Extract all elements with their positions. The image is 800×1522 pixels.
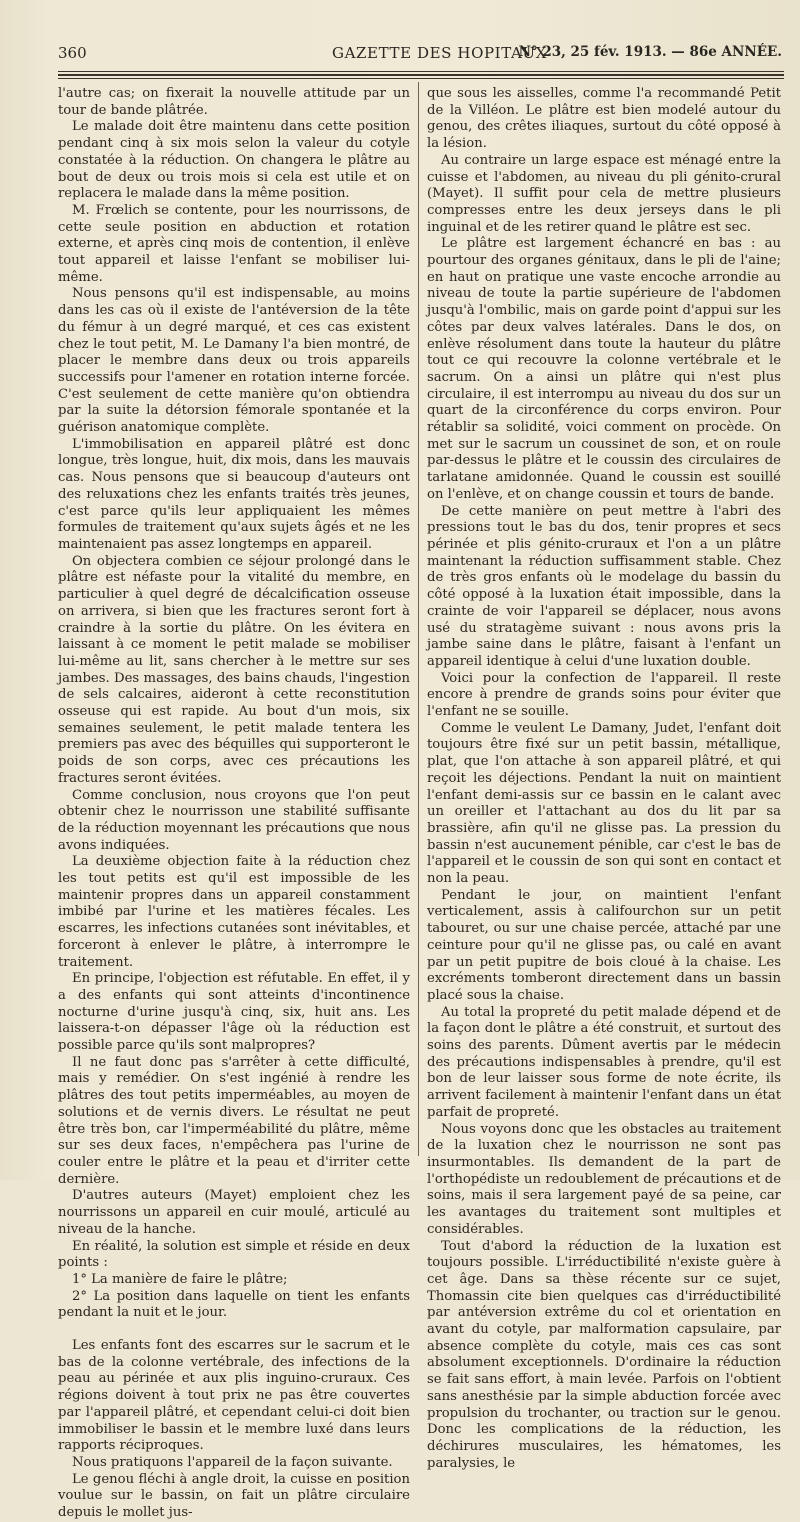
paragraph: On objectera combien ce séjour prolongé dans le plâtre est néfaste pour la vitalité du membre, en particulier à quel degré de décalcification osseuse on arrivera, si bien que les fractures seront fort à craindre à la sortie du plâtre. On les évitera en laissant à ce moment le petit malade se mobiliser lui-même au lit, sans chercher à le mettre sur ses jambes. Des massages, des bains chauds, l'ingestion de sels calcaires, aideront à cette reconstitution osseuse qui est rapide. Au bout d'un mois, six semaines seulement, le petit malade tentera les premiers pas avec des béquilles qui supporteront le poids de son corps, avec ces précautions les fractures seront évitées. [58,553,410,786]
paragraph: Nous pensons qu'il est indispensable, au moins dans les cas où il existe de l'antéversion de la tête du fémur à un degré marqué, et ces cas existent chez le tout petit, M. Le Damany l'a bien montré, de placer le membre dans deux ou trois appareils successifs pour l'amener en rotation interne forcée. C'est seulement de cette manière qu'on obtiendra par la suite la détorsion fémorale spontanée et la guérison anatomique complète. [58,286,410,436]
paragraph: Au total la propreté du petit malade dépend et de la façon dont le plâtre a été construit, et surtout des soins des parents. Dûment avertis par le médecin des précautions indispensables à prendre, qu'il est bon de leur laisser sous forme de note écrite, ils arrivent facilement à maintenir l'enfant dans un état parfait de propreté. [427,1004,781,1120]
page-header [52,44,786,66]
paragraph: Le genou fléchi à angle droit, la cuisse en position voulue sur le bassin, on fait un plâtre circulaire depuis le mollet jus- [58,1471,410,1521]
header-rule-top [58,71,784,72]
paragraph: En principe, l'objection est réfutable. En effet, il y a des enfants qui sont atteints d'incontinence nocturne d'urine jusqu'à cinq, six, huit ans. Les laissera-t-on dépasser l'âge où la réduction est possible parce qu'ils sont malpropres? [58,971,410,1054]
paragraph: En réalité, la solution est simple et réside en deux points : [58,1238,410,1271]
list-item: 1° La manière de faire le plâtre; [72,1271,288,1287]
paragraph: Tout d'abord la réduction de la luxation est toujours possible. L'irréductibilité n'existe guère à cet âge. Dans sa thèse récente sur ce sujet, Thomassin cite bien quelques cas d'irréductibilité par antéversion extrême du col et orientation en avant du cotyle, par malformation capsulaire, par absence complète du cotyle, mais ces cas sont absolument exceptionnels. D'ordinaire la réduction se fait sans effort, à main levée. Parfois on l'obtient sans anesthésie par la simple abduction forcée avec propulsion du trochanter, ou traction sur le genou. Donc les complications de la réduction, les déchirures musculaires, les hématomes, les paralysies, le [427,1238,781,1471]
paragraph: Comme le veulent Le Damany, Judet, l'enfant doit toujours être fixé sur un petit bassin, métallique, plat, que l'on attache à son appareil plâtré, et qui reçoit les déjections. Pendant la nuit on maintient l'enfant demi-assis sur ce bassin en le calant avec un oreiller et l'attachant au dos du lit par sa brassière, afin qu'il ne glisse pas. La pression du bassin n'est aucunement pénible, car c'est le bas de l'appareil et le coussin de son qui sont en contact et non la peau. [427,720,781,887]
paragraph: Les enfants font des escarres sur le sacrum et le bas de la colonne vertébrale, des infections de la peau au périnée et aux plis inguino-cruraux. Ces régions doivent à tout prix ne pas être couvertes par l'appareil plâtré, et cependant celui-ci doit bien immobiliser le bassin et le membre luxé dans leurs rapports réciproques. [58,1338,410,1454]
journal-title: GAZETTE DES HOPITAUX [332,44,547,62]
paragraph: Le malade doit être maintenu dans cette position pendant cinq à six mois selon la valeur du cotyle constatée à la réduction. On changera le plâtre au bout de deux ou trois mois si cela est utile et on replacera le malade dans la même position. [58,119,410,202]
paragraph: Voici pour la confection de l'appareil. Il reste encore à prendre de grands soins pour éviter que l'enfant ne se souille. [427,670,781,720]
paragraph: Au contraire un large espace est ménagé entre la cuisse et l'abdomen, au niveau du pli génito-crural (Mayet). Il suffit pour cela de mettre plusieurs compresses entre les deux jerseys dans le pli inguinal et de les retirer quand le plâtre est sec. [427,152,781,235]
paragraph: l'autre cas; on fixerait la nouvelle attitude par un tour de bande plâtrée. [58,86,410,118]
left-column [58,86,410,1522]
paragraph: Nous voyons donc que les obstacles au traitement de la luxation chez le nourrisson ne sont pas insurmontables. Ils demandent de la part de l'orthopédiste un redoublement de précautions et de soins, mais il sera largement payé de sa peine, car les avantages du traitement sont multiples et considérables. [427,1121,781,1237]
issue-info: N° 23, 25 fév. 1913. — 86e ANNÉE. [518,44,782,60]
list-item: 2° La position dans laquelle on tient les enfants pendant la nuit et le jour. [58,1288,410,1321]
paragraph: La deuxième objection faite à la réduction chez les tout petits est qu'il est impossible de les maintenir propres dans un appareil constamment imbibé par l'urine et les matières fécales. Les escarres, les infections cutanées sont inévitables, et forceront à enlever le plâtre, à interrompre le traitement. [58,854,410,970]
right-column [427,86,781,1472]
page-number: 360 [58,44,87,62]
paragraph: Nous pratiquons l'appareil de la façon suivante. [72,1454,393,1470]
paragraph: D'autres auteurs (Mayet) emploient chez les nourrissons un appareil en cuir moulé, articulé au niveau de la hanche. [58,1188,410,1237]
paragraph: M. Frœlich se contente, pour les nourrissons, de cette seule position en abduction et rotation externe, et après cinq mois de contention, il enlève tout appareil et laisse l'enfant se mobiliser lui-même. [58,202,410,285]
column-divider [418,82,419,1156]
paragraph: Il ne faut donc pas s'arrêter à cette difficulté, mais y remédier. On s'est ingénié à rendre les plâtres des tout petits imperméables, au moyen de solutions et de vernis divers. Le résultat ne peut être très bon, car l'imperméabilité du plâtre, même sur ses deux faces, n'empêchera pas l'urine de couler entre le plâtre et la peau et d'irriter cette dernière. [58,1054,410,1187]
paragraph: Pendant le jour, on maintient l'enfant verticalement, assis à califourchon sur un petit tabouret, ou sur une chaise percée, attaché par une ceinture pour qu'il ne glisse pas, ou calé en avant par un petit pupitre de bois cloué à la chaise. Les excréments tomberont directement dans un bassin placé sous la chaise. [427,887,781,1003]
paragraph: L'immobilisation en appareil plâtré est donc longue, très longue, huit, dix mois, dans les mauvais cas. Nous pensons que si beaucoup d'auteurs ont des reluxations chez les enfants traités très jeunes, c'est parce qu'ils leur appliquaient les mêmes formules de traitement qu'aux sujets âgés et ne les maintenaient pas assez longtemps en appareil. [58,436,410,552]
paragraph: Comme conclusion, nous croyons que l'on peut obtenir chez le nourrisson une stabilité suffisante de la réduction moyennant les précautions que nous avons indiquées. [58,787,410,853]
paragraph: que sous les aisselles, comme l'a recommandé Petit de la Villéon. Le plâtre est bien modelé autour du genou, des crêtes iliaques, surtout du côté opposé à la lésion. [427,86,781,152]
paragraph: Le plâtre est largement échancré en bas : au pourtour des organes génitaux, dans le pli de l'aine; en haut on pratique une vaste encoche arrondie au niveau de toute la partie supérieure de l'abdomen jusqu'à l'ombilic, mais on garde point d'appui sur les côtes par deux valves latérales. Dans le dos, on enlève résolument dans toute la hauteur du plâtre tout ce qui recouvre la colonne vertébrale et le sacrum. On a ainsi un plâtre qui n'est plus circulaire, il est interrompu au niveau du dos sur un quart de la circonférence du corps environ. Pour rétablir sa solidité, voici comment on procède. On met sur le sacrum un coussinet de son, et on roule par-dessus le plâtre et le coussin des circulaires de tarlatane amidonnée. Quand le coussin est souillé on l'enlève, et on change coussin et tours de bande. [427,236,781,502]
header-rule-middle [58,74,784,76]
paragraph: De cette manière on peut mettre à l'abri des pressions tout le bas du dos, tenir propres et secs périnée et plis génito-cruraux et l'on a un plâtre maintenant la réduction suffisamment stable. Chez de très gros enfants où le modelage du bassin du côté opposé à la luxation était impossible, dans la crainte de voir l'appareil se déplacer, nous avons usé du stratagème suivant : nous avons pris la jambe saine dans le plâtre, faisant à l'enfant un appareil identique à celui d'une luxation double. [427,503,781,669]
header-rule-bottom [58,78,784,79]
